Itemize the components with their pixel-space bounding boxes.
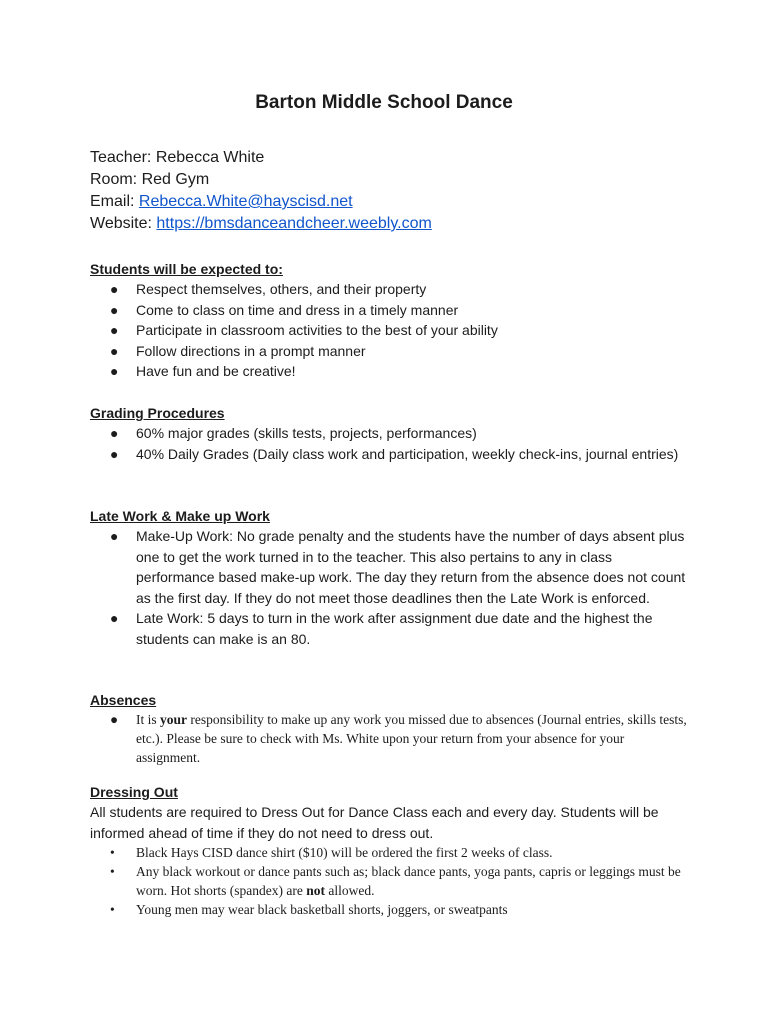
dressing-heading: Dressing Out xyxy=(90,784,178,800)
bullet-icon: • xyxy=(110,845,115,860)
document-title: Barton Middle School Dance xyxy=(255,92,513,113)
bullet-icon: ● xyxy=(110,301,119,318)
bullet-icon: ● xyxy=(110,425,119,441)
list-item-text: Make-Up Work: No grade penalty and the students have the number of days absent plus one to get the work turned in to the teacher. This also pertains to any in class performance based make-up work. The day they return from the absence does not count as the first day. If they do not meet those deadlines then the Late Work is enforced. xyxy=(136,528,686,606)
dressing-list xyxy=(90,843,690,919)
emphasis-text: not xyxy=(306,883,325,898)
list-item xyxy=(90,862,690,900)
email-link[interactable]: Rebecca.White@hayscisd.net xyxy=(138,193,353,210)
list-item xyxy=(90,444,690,465)
list-item xyxy=(90,320,690,341)
list-item-text: 40% Daily Grades (Daily class work and participation, weekly check-ins, journal entries) xyxy=(136,445,679,462)
bullet-icon: ● xyxy=(110,528,119,544)
grading-heading: Grading Procedures xyxy=(90,405,225,421)
late-work-heading: Late Work & Make up Work xyxy=(90,508,270,524)
list-item xyxy=(90,361,690,382)
emphasis-text: your xyxy=(160,712,188,727)
students-list xyxy=(90,279,690,382)
list-item-text: responsibility to make up any work you missed due to absences (Journal entries, skills tests, etc.). Please be sure to check with Ms. White upon your return from your absence for your assignment. xyxy=(136,712,687,765)
dressing-section xyxy=(90,782,690,919)
email-label: Email: xyxy=(90,193,139,210)
email-line xyxy=(90,191,432,213)
bullet-icon: • xyxy=(110,864,115,879)
room-line: Room: Red Gym xyxy=(90,171,210,188)
list-item-text: Have fun and be creative! xyxy=(136,363,296,379)
bullet-icon: ● xyxy=(110,445,119,462)
list-item-text: Late Work: 5 days to turn in the work after assignment due date and the highest the students can make is an 80. xyxy=(136,610,653,647)
list-item-text: Respect themselves, others, and their property xyxy=(136,281,427,297)
absences-section xyxy=(90,690,690,767)
list-item-text: It is xyxy=(136,712,161,727)
list-item-text: Come to class on time and dress in a timely manner xyxy=(136,301,459,318)
list-item-text: Young men may wear black basketball shorts, joggers, or sweatpants xyxy=(136,902,508,917)
bullet-icon: • xyxy=(110,902,115,917)
bullet-icon: ● xyxy=(110,712,119,727)
list-item xyxy=(90,279,690,300)
list-item-text: Black Hays CISD dance shirt ($10) will be ordered the first 2 weeks of class. xyxy=(136,845,553,860)
bullet-icon: ● xyxy=(110,322,119,338)
bullet-icon: ● xyxy=(110,342,119,359)
bullet-icon: ● xyxy=(110,363,119,379)
website-link[interactable]: https://bmsdanceandcheer.weebly.com xyxy=(156,215,432,232)
website-line xyxy=(90,213,432,235)
list-item xyxy=(90,710,690,767)
students-heading: Students will be expected to: xyxy=(90,261,283,277)
grading-section xyxy=(90,403,690,464)
list-item xyxy=(90,341,690,362)
list-item-text: allowed. xyxy=(324,883,375,898)
late-work-list xyxy=(90,526,690,649)
teacher-line: Teacher: Rebecca White xyxy=(90,149,265,166)
list-item-text: Participate in classroom activities to the best of your ability xyxy=(136,322,498,338)
grading-list xyxy=(90,423,690,464)
list-item-text: Any black workout or dance pants such as; black dance pants, yoga pants, capris or leggings must be worn. Hot shorts (spandex) are xyxy=(136,864,681,898)
bullet-icon: ● xyxy=(110,610,119,626)
teacher-info xyxy=(90,147,432,235)
bullet-icon: ● xyxy=(110,281,119,297)
list-item-text: Follow directions in a prompt manner xyxy=(136,342,366,359)
list-item xyxy=(90,900,690,919)
absences-list xyxy=(90,710,690,767)
absences-heading: Absences xyxy=(90,692,157,708)
list-item-text: 60% major grades (skills tests, projects, performances) xyxy=(136,425,477,441)
website-label: Website: xyxy=(90,215,157,232)
list-item xyxy=(90,526,690,608)
dressing-paragraph: All students are required to Dress Out for Dance Class each and every day. Students will be informed ahead of time if they do not need to dress out. xyxy=(90,804,659,841)
list-item xyxy=(90,300,690,321)
students-section xyxy=(90,259,690,382)
list-item xyxy=(90,843,690,862)
late-work-section xyxy=(90,506,690,649)
list-item xyxy=(90,608,690,649)
list-item xyxy=(90,423,690,444)
